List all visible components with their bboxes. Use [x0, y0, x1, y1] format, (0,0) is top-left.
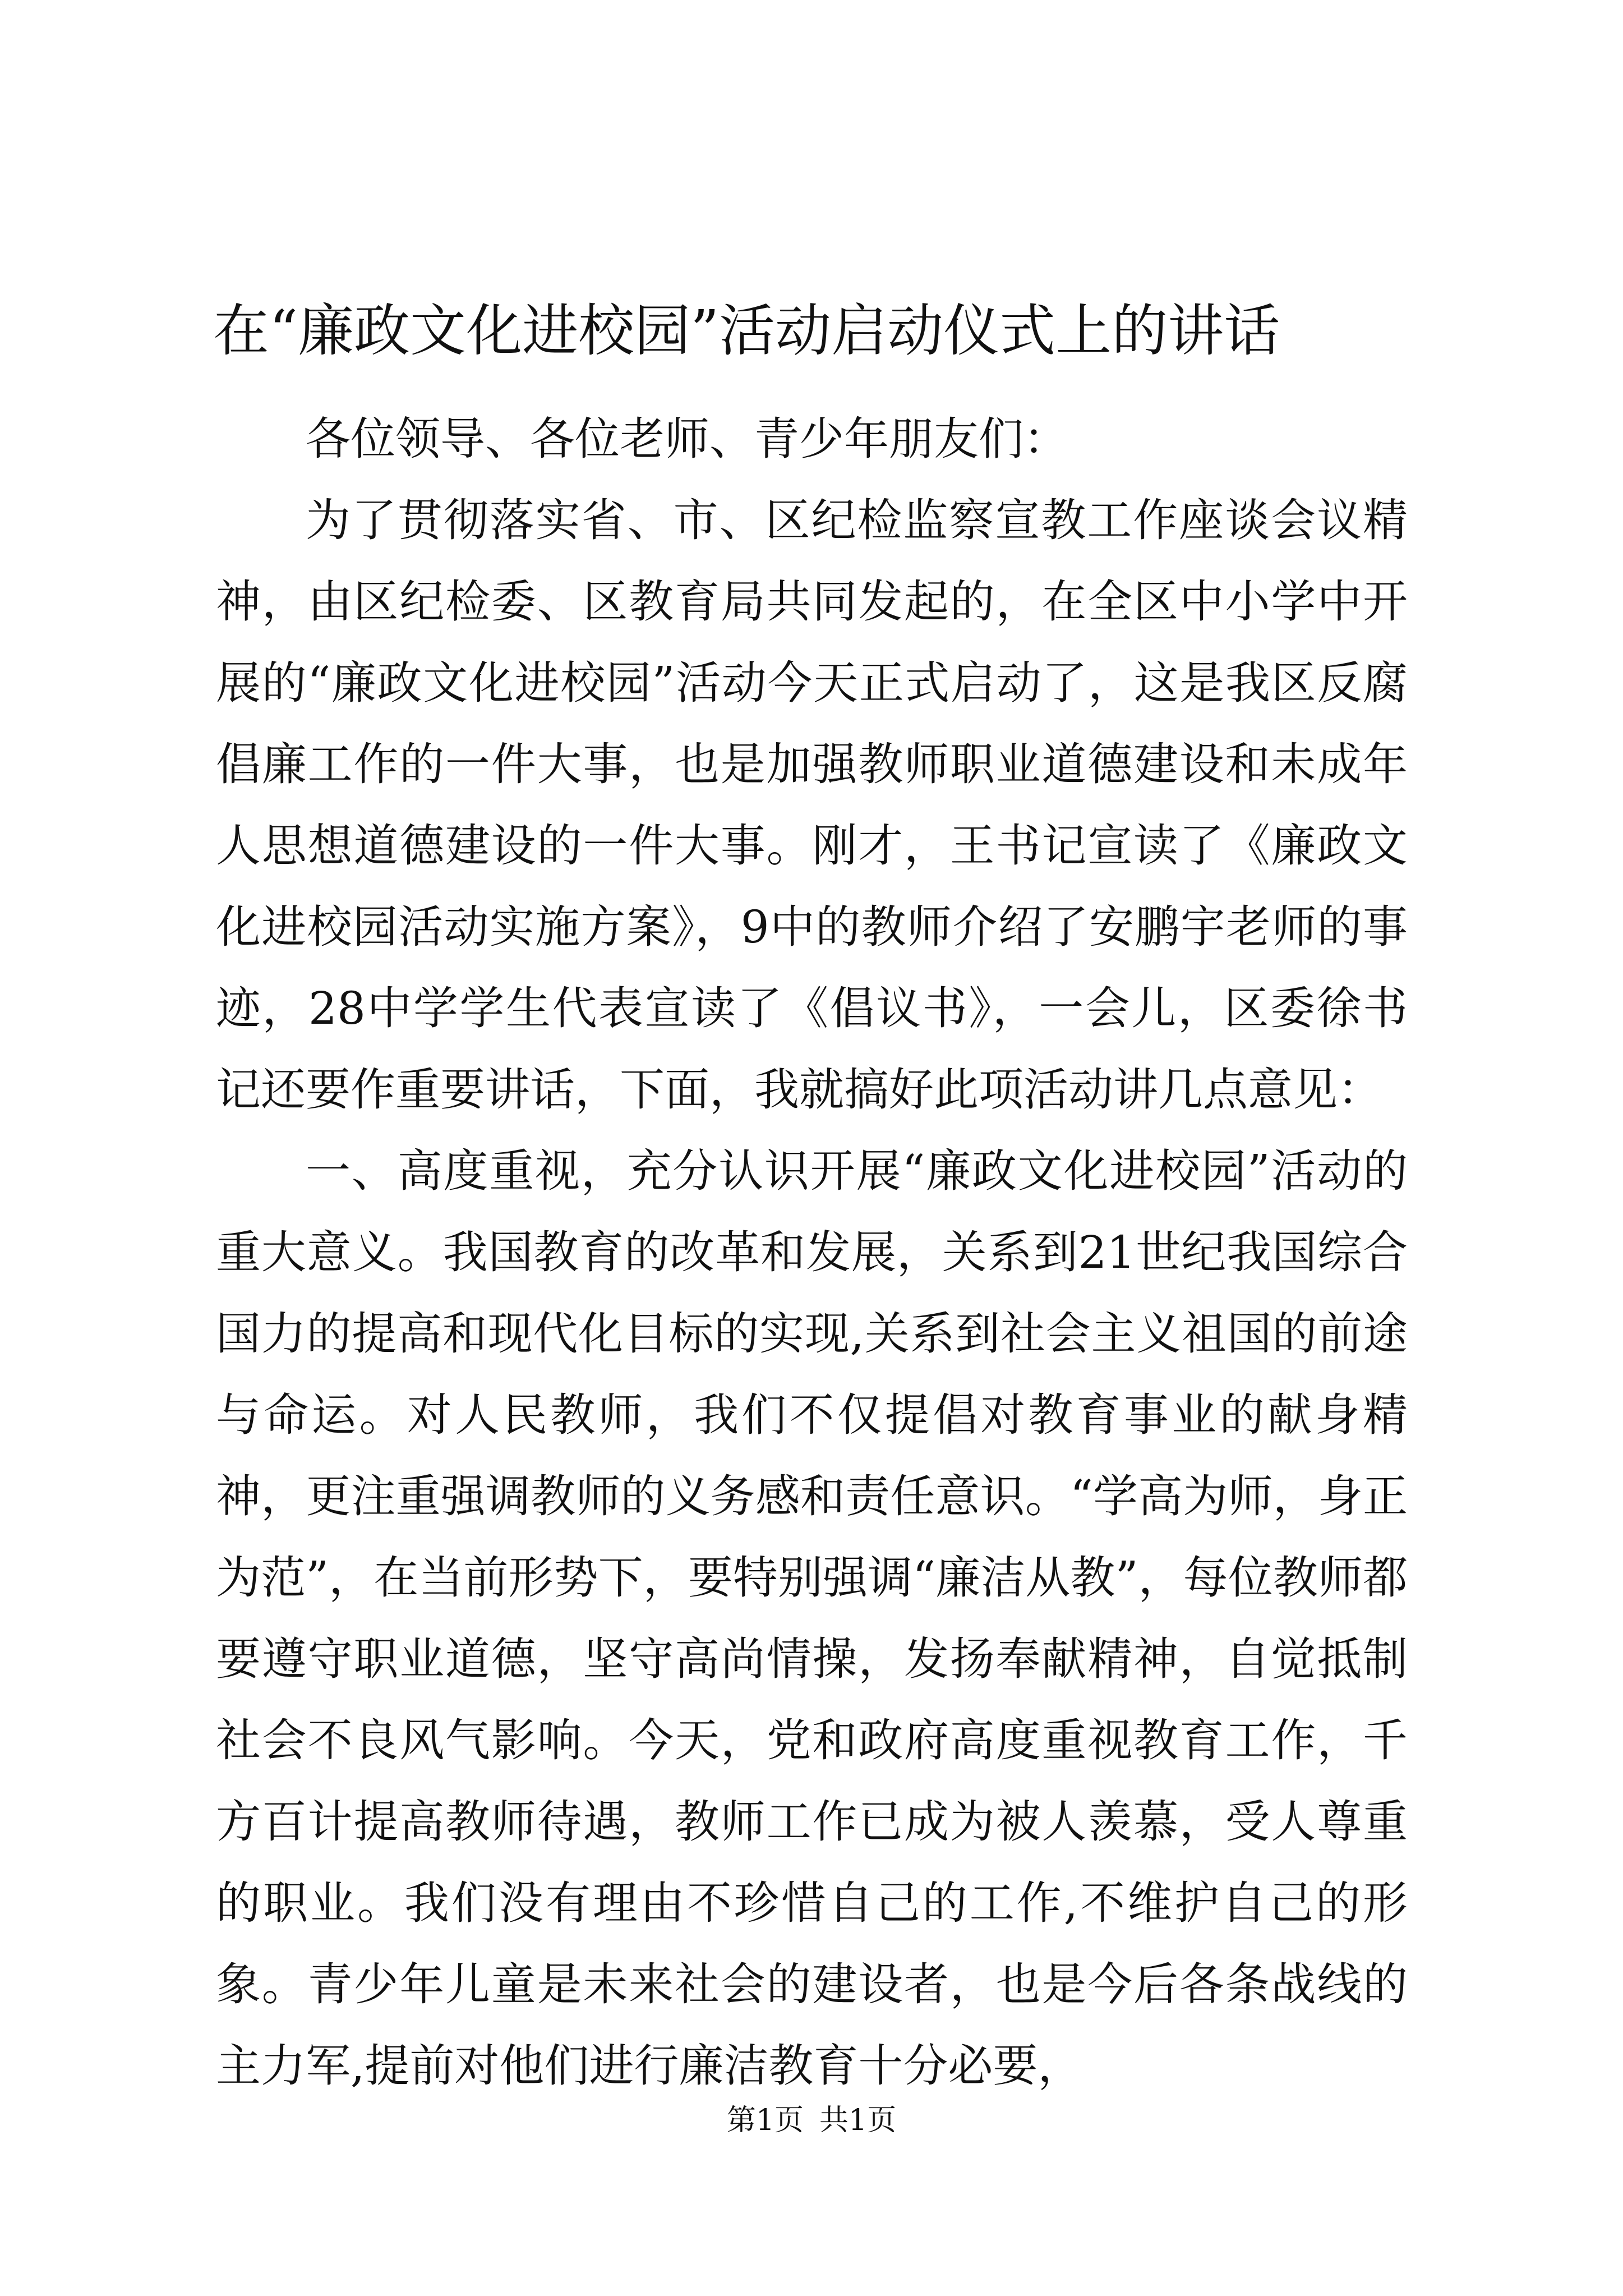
section-one-paragraph: 一、高度重视，充分认识开展“廉政文化进校园”活动的重大意义。我国教育的改革和发展，关系到21世纪我国综合国力的提高和现代化目标的实现,关系到社会主义祖国的前途与命运。对人民教师，我们不仅提倡对教育事业的献身精神，更注重强调教师的义务感和责任意识。“学高为师，身正为范”，在当前形势下，要特别强调“廉洁从教”，每位教师都要遵守职业道德，坚守高尚情操，发扬奉献精神，自觉抵制社会不良风气影响。今天，党和政府高度重视教育工作，千方百计提高教师待遇，教师工作已成为被人羡慕，受人尊重的职业。我们没有理由不珍惜自己的工作,不维护自己的形象。青少年儿童是未来社会的建设者，也是今后各条战线的主力军,提前对他们进行廉洁教育十分必要，: [216, 1145, 1408, 2092]
page-number-current: 第1页: [726, 2104, 804, 2137]
salutation-paragraph: 各位领导、各位老师、青少年朋友们：: [306, 413, 1068, 465]
page-number-total: 共1页: [819, 2104, 897, 2137]
intro-paragraph: 为了贯彻落实省、市、区纪检监察宣教工作座谈会议精神，由区纪检委、区教育局共同发起的，在全区中小学中开展的“廉政文化进校园”活动今天正式启动了，这是我区反腐倡廉工作的一件大事，也是加强教师职业道德建设和未成年人思想道德建设的一件大事。刚才，王书记宣读了《廉政文化进校园活动实施方案》，9中的教师介绍了安鹏宇老师的事迹，28中学学生代表宣读了《倡议书》，一会儿，区委徐书记还要作重要讲话，下面，我就搞好此项活动讲几点意见：: [216, 494, 1408, 1116]
document-body: [216, 398, 1408, 2106]
page-footer: [0, 2098, 1623, 2143]
document-title: 在“廉政文化进校园”活动启动仪式上的讲话: [213, 298, 1280, 364]
